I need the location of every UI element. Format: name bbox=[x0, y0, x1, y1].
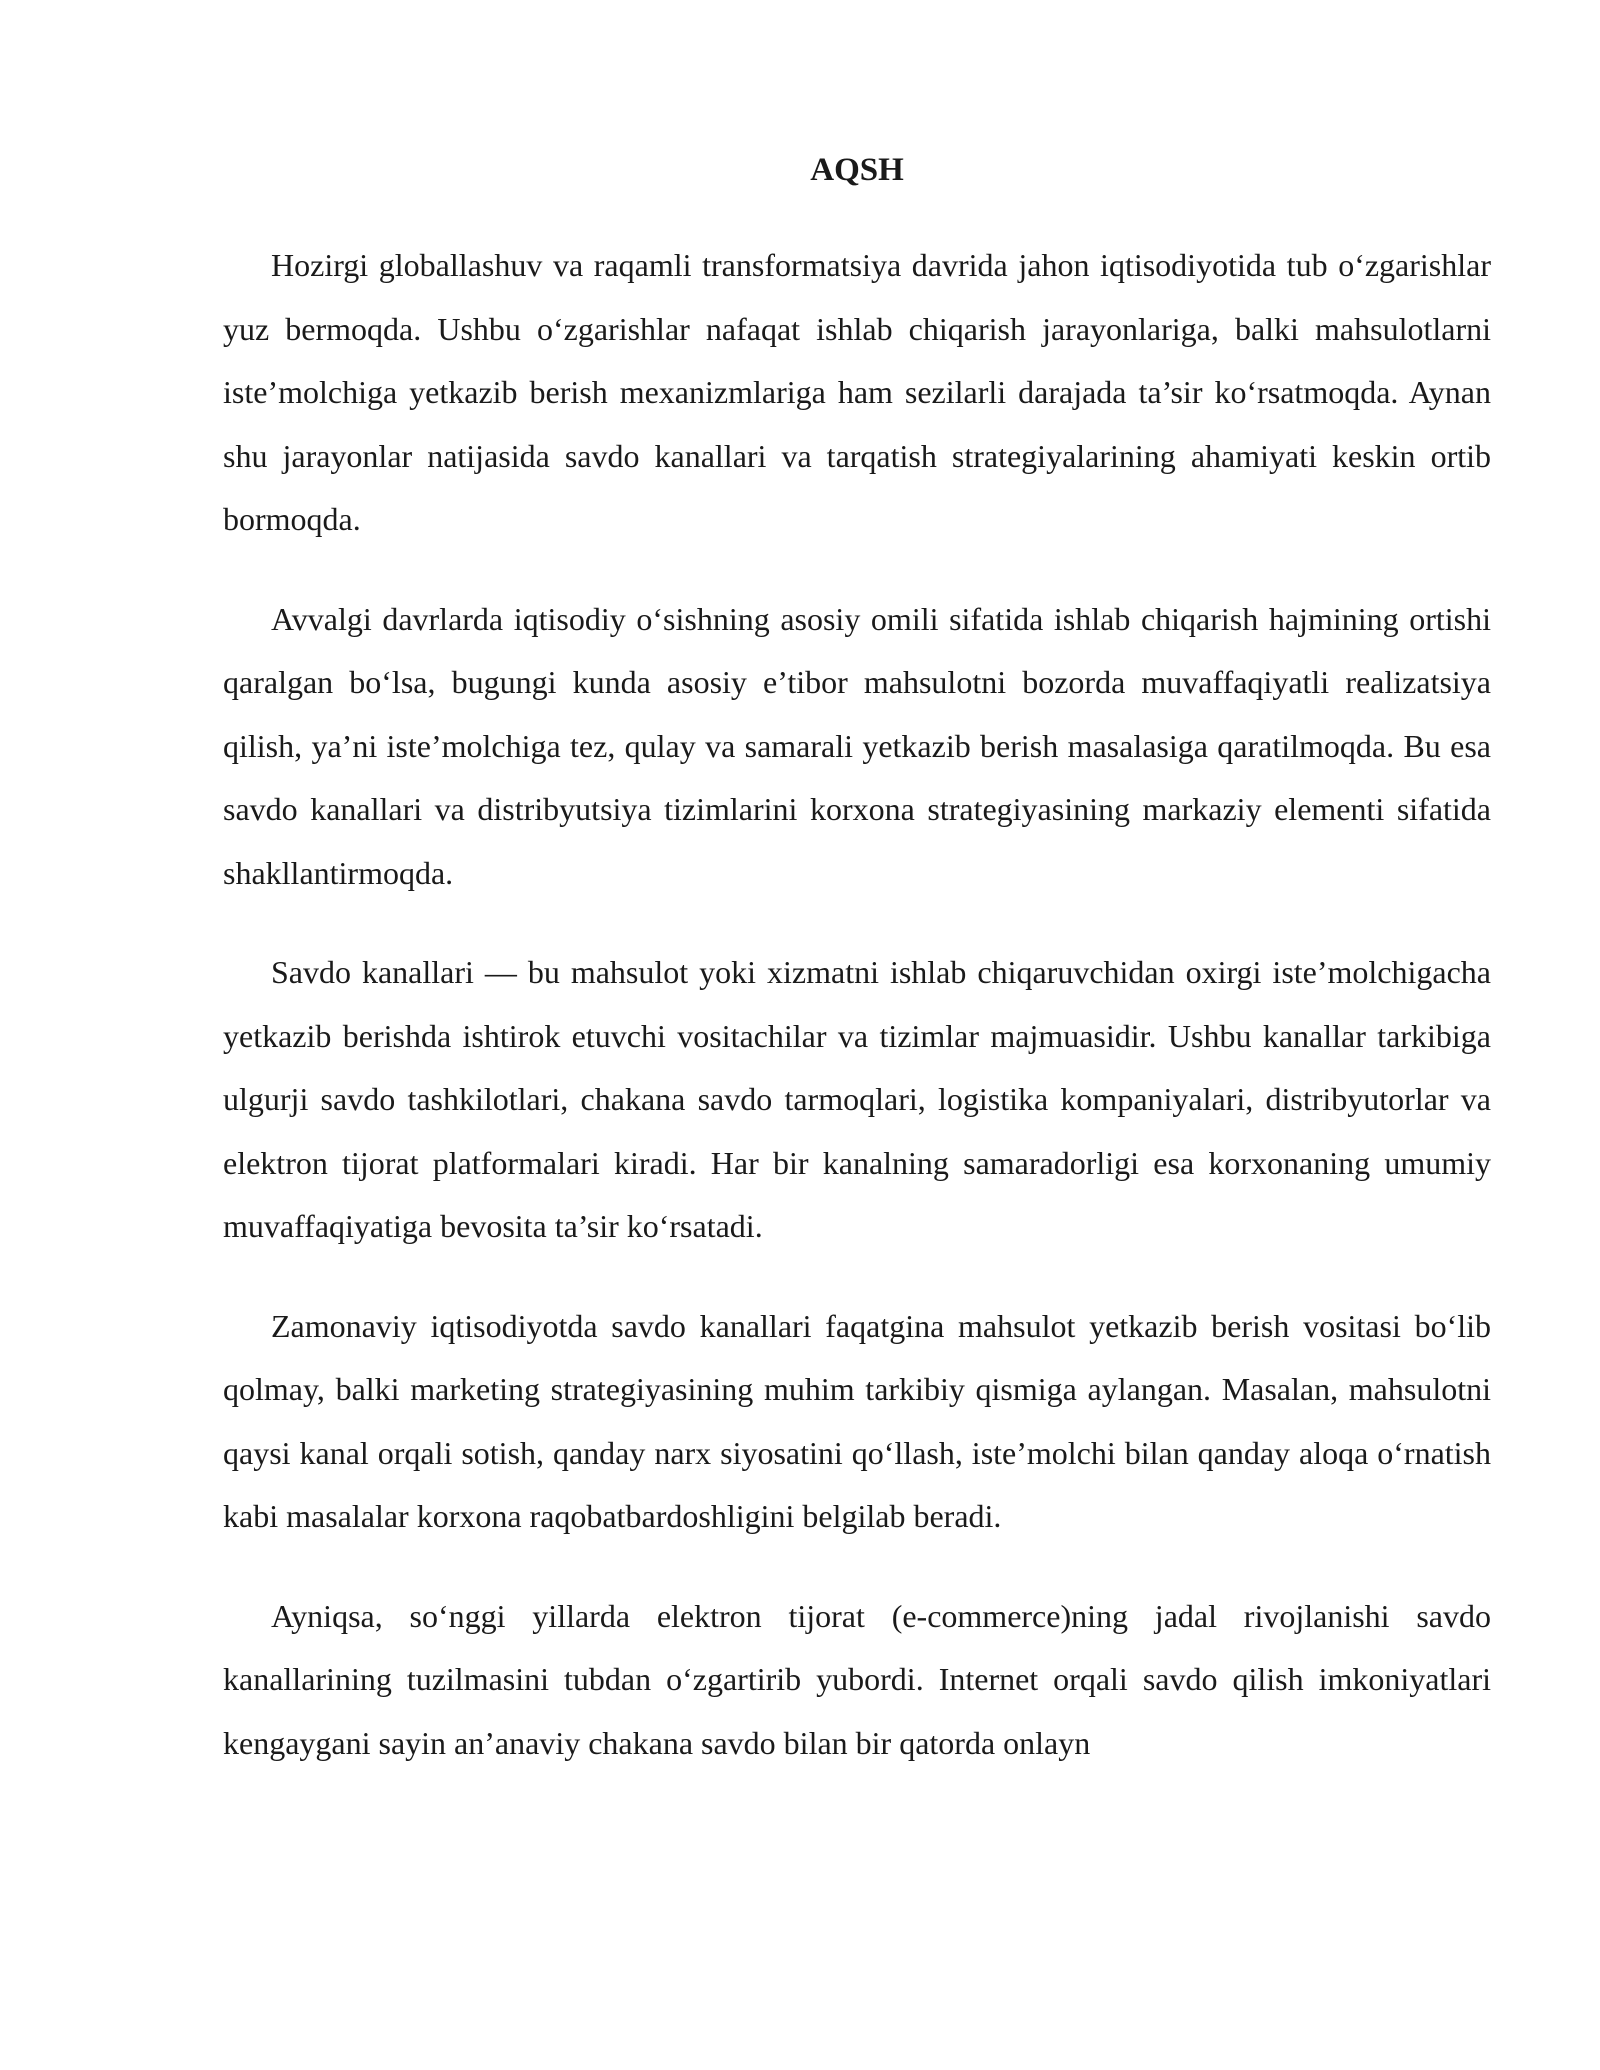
paragraph-5: Ayniqsa, so‘nggi yillarda elektron tijorat (e-commerce)ning jadal rivojlanishi savdo kanallarining tuzilmasini tubdan o‘zgartirib yubordi. Internet orqali savdo qilish imkoniyatlari kengaygani sayin an’anaviy chakana savdo bilan bir qatorda onlayn bbox=[223, 1597, 1491, 1761]
paragraph-4: Zamonaviy iqtisodiyotda savdo kanallari faqatgina mahsulot yetkazib berish vositasi bo‘lib qolmay, balki marketing strategiyasining muhim tarkibiy qismiga aylangan. Masalan, mahsulotni qaysi kanal orqali sotish, qanday narx siyosatini qo‘llash, iste’molchi bilan qanday aloqa o‘rnatish kabi masalalar korxona raqobatbardoshligini belgilab beradi. bbox=[223, 1307, 1491, 1534]
paragraph-2: Avvalgi davrlarda iqtisodiy o‘sishning asosiy omili sifatida ishlab chiqarish hajmining ortishi qaralgan bo‘lsa, bugungi kunda asosiy e’tibor mahsulotni bozorda muvaffaqiyatli realizatsiya qilish, ya’ni iste’molchiga tez, qulay va samarali yetkazib berish masalasiga qaratilmoqda. Bu esa savdo kanallari va distribyutsiya tizimlarini korxona strategiyasining markaziy elementi sifatida shakllantirmoqda. bbox=[223, 600, 1491, 891]
document-title: AQSH bbox=[810, 152, 904, 188]
paragraph-3: Savdo kanallari — bu mahsulot yoki xizmatni ishlab chiqaruvchidan oxirgi iste’molchigacha yetkazib berishda ishtirok etuvchi vositachilar va tizimlar majmuasidir. Ushbu kanallar tarkibiga ulgurji savdo tashkilotlari, chakana savdo tarmoqlari, logistika kompaniyalari, distribyutorlar va elektron tijorat platformalari kiradi. Har bir kanalning samaradorligi esa korxonaning umumiy muvaffaqiyatiga bevosita ta’sir ko‘rsatadi. bbox=[223, 954, 1491, 1244]
paragraph-1: Hozirgi globallashuv va raqamli transformatsiya davrida jahon iqtisodiyotida tub o‘zgarishlar yuz bermoqda. Ushbu o‘zgarishlar nafaqat ishlab chiqarish jarayonlariga, balki mahsulotlarni iste’molchiga yetkazib berish mexanizmlariga ham sezilarli darajada ta’sir ko‘rsatmoqda. Aynan shu jarayonlar natijasida savdo kanallari va tarqatish strategiyalarining ahamiyati keskin ortib bormoqda. bbox=[223, 247, 1491, 537]
document-body bbox=[223, 148, 1491, 1775]
